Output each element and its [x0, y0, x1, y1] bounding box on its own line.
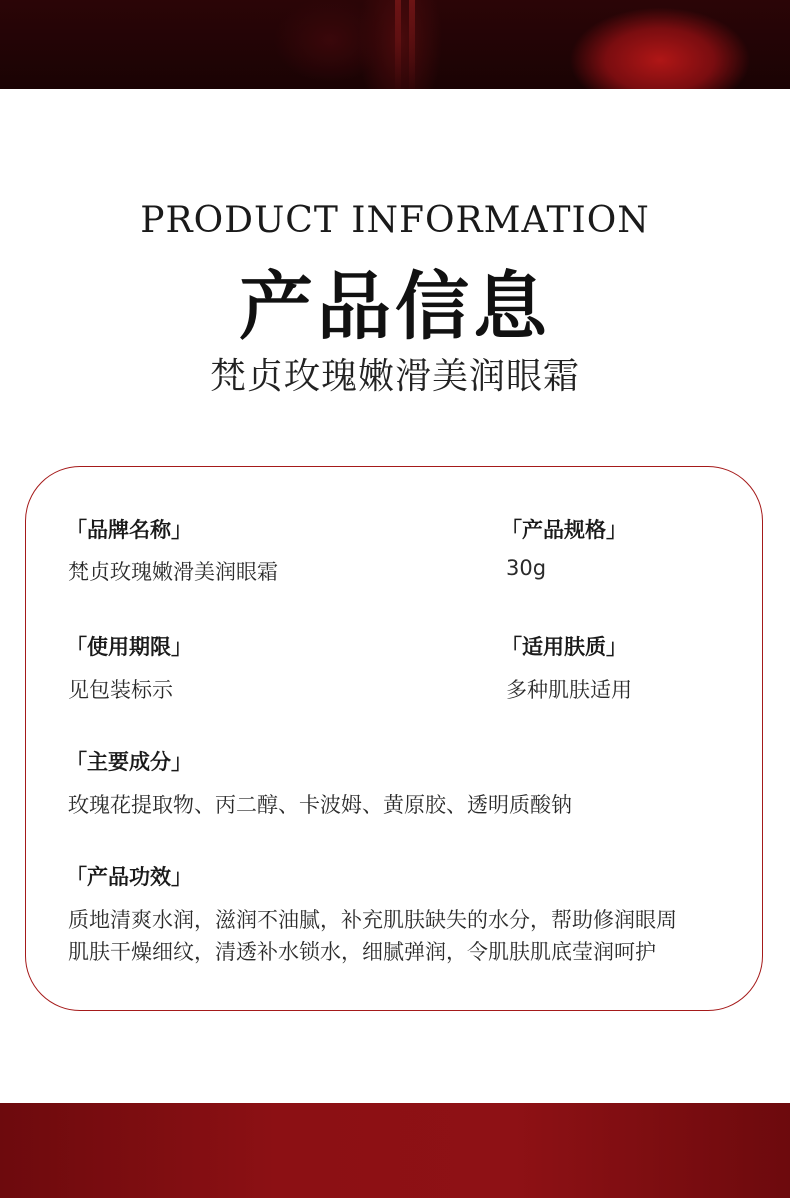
ingredients-value: 玫瑰花提取物、丙二醇、卡波姆、黄原胶、透明质酸钠 — [68, 793, 572, 817]
spec-label: 「产品规格」 — [501, 517, 627, 542]
effect-value-line2: 肌肤干燥细纹，清透补水锁水，细腻弹润，令肌肤肌底莹润呵护 — [68, 940, 656, 964]
ingredients-label: 「主要成分」 — [66, 749, 192, 774]
shelf-life-value: 见包装标示 — [68, 678, 173, 702]
bottom-banner — [0, 1103, 790, 1198]
product-info-card — [25, 466, 763, 1011]
spec-value: 30g — [506, 556, 547, 580]
effect-value-line1: 质地清爽水润，滋润不油腻，补充肌肤缺失的水分，帮助修润眼周 — [68, 908, 677, 932]
effect-label: 「产品功效」 — [66, 864, 192, 889]
skin-type-label: 「适用肤质」 — [501, 634, 627, 659]
section-title-english: PRODUCT INFORMATION — [140, 200, 650, 241]
banner-decoration — [409, 0, 415, 89]
product-name-heading: 梵贞玫瑰嫩滑美润眼霜 — [209, 356, 580, 397]
top-banner-image — [0, 0, 790, 89]
brand-value: 梵贞玫瑰嫩滑美润眼霜 — [68, 560, 278, 584]
banner-decoration — [395, 0, 401, 89]
skin-type-value: 多种肌肤适用 — [506, 678, 632, 702]
shelf-life-label: 「使用期限」 — [66, 634, 192, 659]
brand-label: 「品牌名称」 — [66, 517, 192, 542]
section-title: 产品信息 — [239, 264, 551, 350]
